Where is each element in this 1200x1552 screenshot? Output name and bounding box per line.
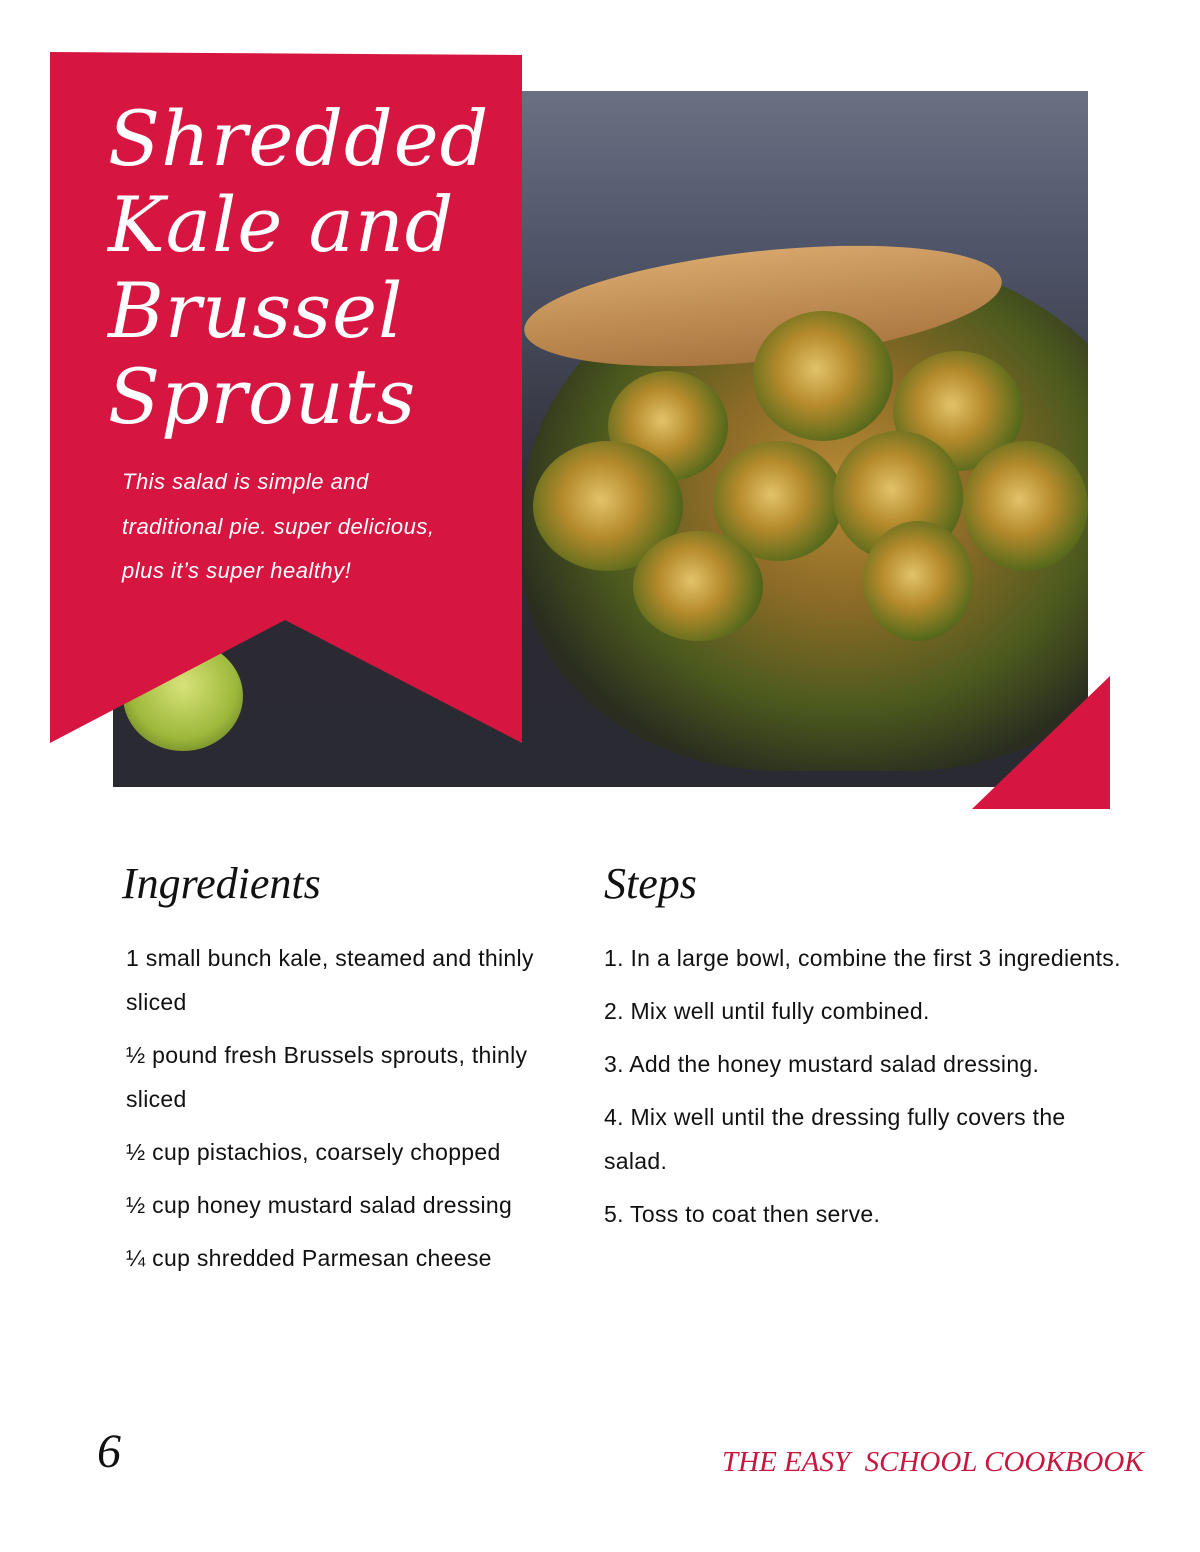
title-line: Shredded [108,94,490,183]
red-corner-triangle [972,676,1110,809]
ingredient-item: ½ cup pistachios, coarsely chopped [126,1139,501,1165]
page-number: 6 [97,1425,121,1478]
title-line: Sprouts [108,352,417,441]
ingredient-item: 1 small bunch kale, steamed and thinly sliced [126,945,534,1015]
book-title: THE EASY SCHOOL COOKBOOK [722,1446,1144,1478]
ingredient-item: ½ cup honey mustard salad dressing [126,1192,513,1218]
recipe-description [122,460,502,594]
title-line: Kale and [108,180,455,269]
step-item: 4. Mix well until the dressing fully covers the salad. [604,1104,1066,1174]
description-line: traditional pie. super delicious, [122,513,435,539]
ingredient-item: ¼ cup shredded Parmesan cheese [126,1245,492,1271]
step-item: 2. Mix well until fully combined. [604,998,930,1024]
description-line: plus it’s super healthy! [122,558,352,583]
step-item: 1. In a large bowl, combine the first 3 ingredients. [604,945,1121,971]
ingredients-heading: Ingredients [122,859,321,908]
step-item: 5. Toss to coat then serve. [604,1201,881,1227]
step-item: 3. Add the honey mustard salad dressing. [604,1051,1040,1077]
steps-list [604,936,1124,1245]
recipe-title [108,96,489,440]
title-line: Brussel [108,266,404,355]
ingredients-list [126,936,556,1289]
description-line: This salad is simple and [122,469,369,494]
ingredient-item: ½ pound fresh Brussels sprouts, thinly sliced [126,1042,528,1112]
steps-heading: Steps [604,859,697,908]
